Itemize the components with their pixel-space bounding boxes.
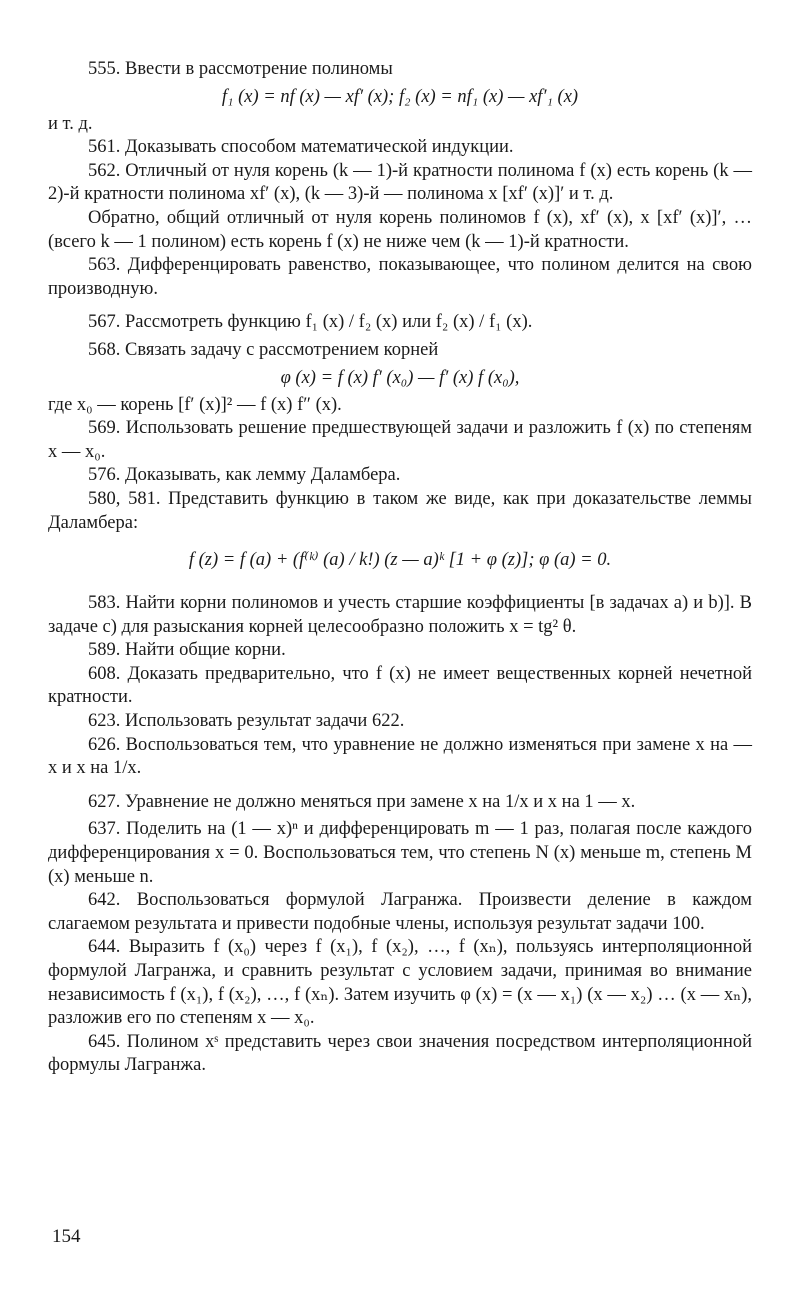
hint-561: 561. Доказывать способом математической индукции. (88, 137, 514, 158)
hint-644: 644. Выразить f (x₀) через f (x₁), f (x₂), …, f (xₙ), пользуясь интерполяционной формулой Лагранжа, и сравнить результат с условием задачи, принимая во внимание независимость f (x₁), f (x₂), …, f (xₙ). Затем изучить φ (x) = (x — x₁) (x — x₂) … (x — xₙ), разложив его по степеням x — x₀. (48, 937, 752, 1029)
hint-562: 562. Отличный от нуля корень (k — 1)-й кратности полинома f (x) есть корень (k — 2)-й кратности полинома xf′ (x), (k — 3)-й — полинома x [xf′ (x)]′ и т. д. (48, 160, 752, 205)
hint-576: 576. Доказывать, как лемму Даламбера. (88, 465, 401, 486)
hint-645: 645. Полином xˢ представить через свои значения посредством интерполяционной формулы Лагранжа. (48, 1031, 752, 1076)
hint-555: 555. Ввести в рассмотрение полиномы (88, 59, 393, 79)
hint-569: 569. Использовать решение предшествующей задачи и разложить f (x) по степеням x — x₀. (48, 418, 752, 462)
hint-623: 623. Использовать результат задачи 622. (88, 711, 405, 732)
formula-568: φ (x) = f (x) f′ (x₀) — f′ (x) f (x₀), (280, 367, 520, 388)
hint-567: 567. Рассмотреть функцию f₁ (x) / f₂ (x) или f₂ (x) / f₁ (x). (88, 312, 533, 333)
hint-555-cont: и т. д. (48, 113, 93, 134)
hint-568-cont: где x₀ — корень [f′ (x)]² — f (x) f″ (x). (48, 394, 342, 415)
hint-627: 627. Уравнение не должно меняться при замене x на 1/x и x на 1 — x. (88, 791, 636, 812)
hint-568: 568. Связать задачу с рассмотрением корней (88, 339, 439, 360)
hint-626: 626. Воспользоваться тем, что уравнение не должно изменяться при замене x на — x и x на 1/x. (48, 734, 752, 779)
hint-580-581: 580, 581. Представить функцию в таком же виде, как при доказательстве леммы Даламбера: (48, 488, 752, 533)
hint-583: 583. Найти корни полиномов и учесть старшие коэффициенты [в задачах а) и b)]. В задаче с) для разыскания корней целесообразно положить x = tg² θ. (48, 593, 752, 637)
hint-608: 608. Доказать предварительно, что f (x) не имеет вещественных корней нечетной кратности. (48, 663, 752, 708)
hint-562-converse: Обратно, общий отличный от нуля корень полиномов f (x), xf′ (x), x [xf′ (x)]′, … (всего k — 1 полином) есть корень f (x) не ниже чем (k — 1)-й кратности. (48, 207, 752, 252)
hint-563: 563. Дифференцировать равенство, показывающее, что полином делится на свою производную. (48, 255, 752, 299)
formula-555: f₁ (x) = nf (x) — xf′ (x); f₂ (x) = nf₁ (x) — xf′₁ (x) (221, 86, 579, 107)
formula-580: f (z) = f (a) + (f⁽ᵏ⁾ (a) / k!) (z — a)ᵏ [1 + φ (z)]; φ (a) = 0. (188, 550, 612, 571)
hint-589: 589. Найти общие корни. (88, 640, 286, 661)
hint-637: 637. Поделить на (1 — x)ⁿ и дифференцировать m — 1 раз, полагая после каждого дифференцирования x = 0. Воспользоваться тем, что степень N (x) меньше m, степень M (x) меньше n. (48, 819, 752, 887)
hint-642: 642. Воспользоваться формулой Лагранжа. Произвести деление в каждом слагаемом результата и привести подобные члены, используя результат задачи 100. (48, 890, 752, 934)
page-number: 154 (52, 1226, 81, 1247)
